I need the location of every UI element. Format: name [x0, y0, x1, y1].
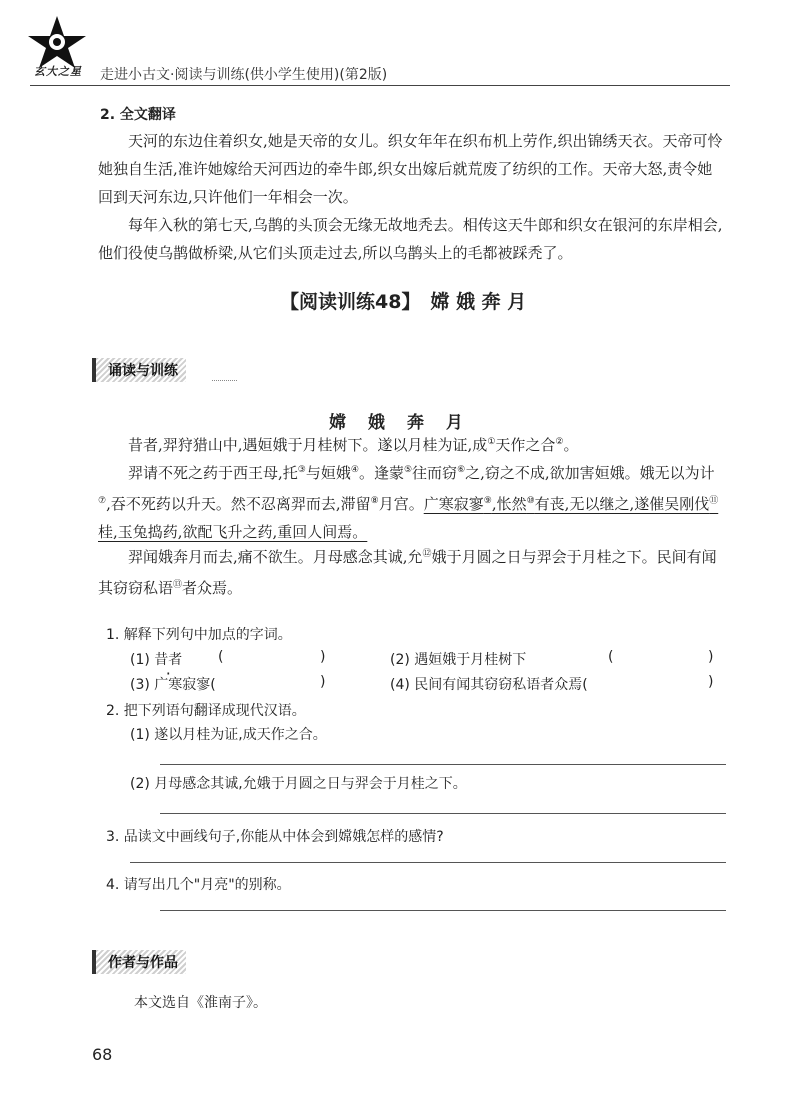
- training-title: [280, 287, 526, 314]
- answer-line-q2-1[interactable]: [160, 764, 726, 765]
- question-1: 1. 解释下列句中加点的字词。: [106, 627, 292, 643]
- question-4: 4. 请写出几个"月亮"的别称。: [106, 877, 291, 893]
- answer-blank-2-close: ): [708, 649, 714, 665]
- answer-blank-3-close: ): [320, 674, 326, 690]
- passage-paragraph-2: 羿请不死之药于西王母,托③与姮娥④。逢蒙⑤往而窃⑥之,窃之不成,欲加害姮娥。娥无以为计⑦,吞不死药以升天。然不忍离羿而去,滞留⑧月宫。广寒寂寥⑨,怅然⑩有丧,无以继之,遂催吴刚伐⑪桂,玉兔捣药,欲配飞升之药,重回人间焉。: [98, 464, 719, 541]
- header-brand: 玄大之星: [34, 65, 82, 78]
- passage-title: 嫦 娥 奔 月: [329, 413, 471, 433]
- passage-paragraph-1: 昔者,羿狩猎山中,遇姮娥于月桂树下。遂以月桂为证,成①天作之合②。: [128, 436, 579, 454]
- answer-line-q2-2[interactable]: [160, 813, 726, 814]
- answer-line-q4[interactable]: [160, 910, 726, 911]
- training-name: 嫦 娥 奔 月: [430, 291, 527, 313]
- section-banner-author: 作者与作品: [92, 950, 186, 974]
- question-3: 3. 品读文中画线句子,你能从中体会到嫦娥怎样的感情?: [106, 829, 444, 845]
- header-title: 走进小古文·阅读与训练(供小学生使用)(第2版): [100, 67, 388, 83]
- translation-heading: 2. 全文翻译: [100, 107, 176, 123]
- header-divider: [30, 85, 730, 86]
- question-1-item-1: (1) 昔者: [130, 652, 183, 668]
- training-label: 【阅读训练48】: [280, 291, 421, 313]
- answer-blank-4-open[interactable]: (: [582, 677, 588, 693]
- answer-blank-3-open[interactable]: (: [210, 677, 216, 693]
- banner-line: [212, 380, 237, 381]
- question-1-item-2: (2) 遇姮娥于月桂树下: [390, 652, 527, 668]
- answer-line-q3[interactable]: [130, 862, 726, 863]
- question-2: 2. 把下列语句翻译成现代汉语。: [106, 703, 306, 719]
- translation-paragraph-2: 每年入秋的第七天,乌鹊的头顶会无缘无故地秃去。相传这天牛郎和织女在银河的东岸相会,他们役使乌鹊做桥梁,从它们头顶走过去,所以乌鹊头上的毛都被踩秃了。: [98, 216, 723, 262]
- question-1-item-3: (3) 广寒寂寥(: [130, 677, 216, 693]
- translation-paragraph-1: 天河的东边住着织女,她是天帝的女儿。织女年年在织布机上劳作,织出锦绣天衣。天帝可怜她独自生活,准许她嫁给天河西边的牵牛郎,织女出嫁后就荒废了纺织的工作。天帝大怒,责令她回到天河东边,只许他们一年相会一次。: [98, 132, 723, 206]
- passage-paragraph-3: 羿闻娥奔月而去,痛不欲生。月母感念其诚,允⑫娥于月圆之日与羿会于月桂之下。民间有闻其窃窃私语⑬者众焉。: [98, 548, 717, 597]
- question-2-sentence-2: (2) 月母感念其诚,允娥于月圆之日与羿会于月桂之下。: [130, 776, 467, 792]
- answer-blank-4-close: ): [708, 674, 714, 690]
- question-2-sentence-1: (1) 遂以月桂为证,成天作之合。: [130, 727, 327, 743]
- answer-blank-1-open[interactable]: (: [218, 649, 224, 665]
- section-banner-read: 诵读与训练: [92, 358, 186, 382]
- source-note: 本文选自《淮南子》。: [134, 995, 267, 1011]
- question-1-item-4: (4) 民间有闻其窃窃私语者众焉(: [390, 677, 588, 693]
- page-number: 68: [92, 1045, 113, 1064]
- answer-blank-2-open[interactable]: (: [608, 649, 614, 665]
- answer-blank-1-close: ): [320, 649, 326, 665]
- underlined-sentence: 广寒寂寥⑨,怅然⑩有丧,无以继之,遂催吴刚伐⑪桂,玉兔捣药,欲配飞升之药,重回人间焉。: [98, 495, 719, 541]
